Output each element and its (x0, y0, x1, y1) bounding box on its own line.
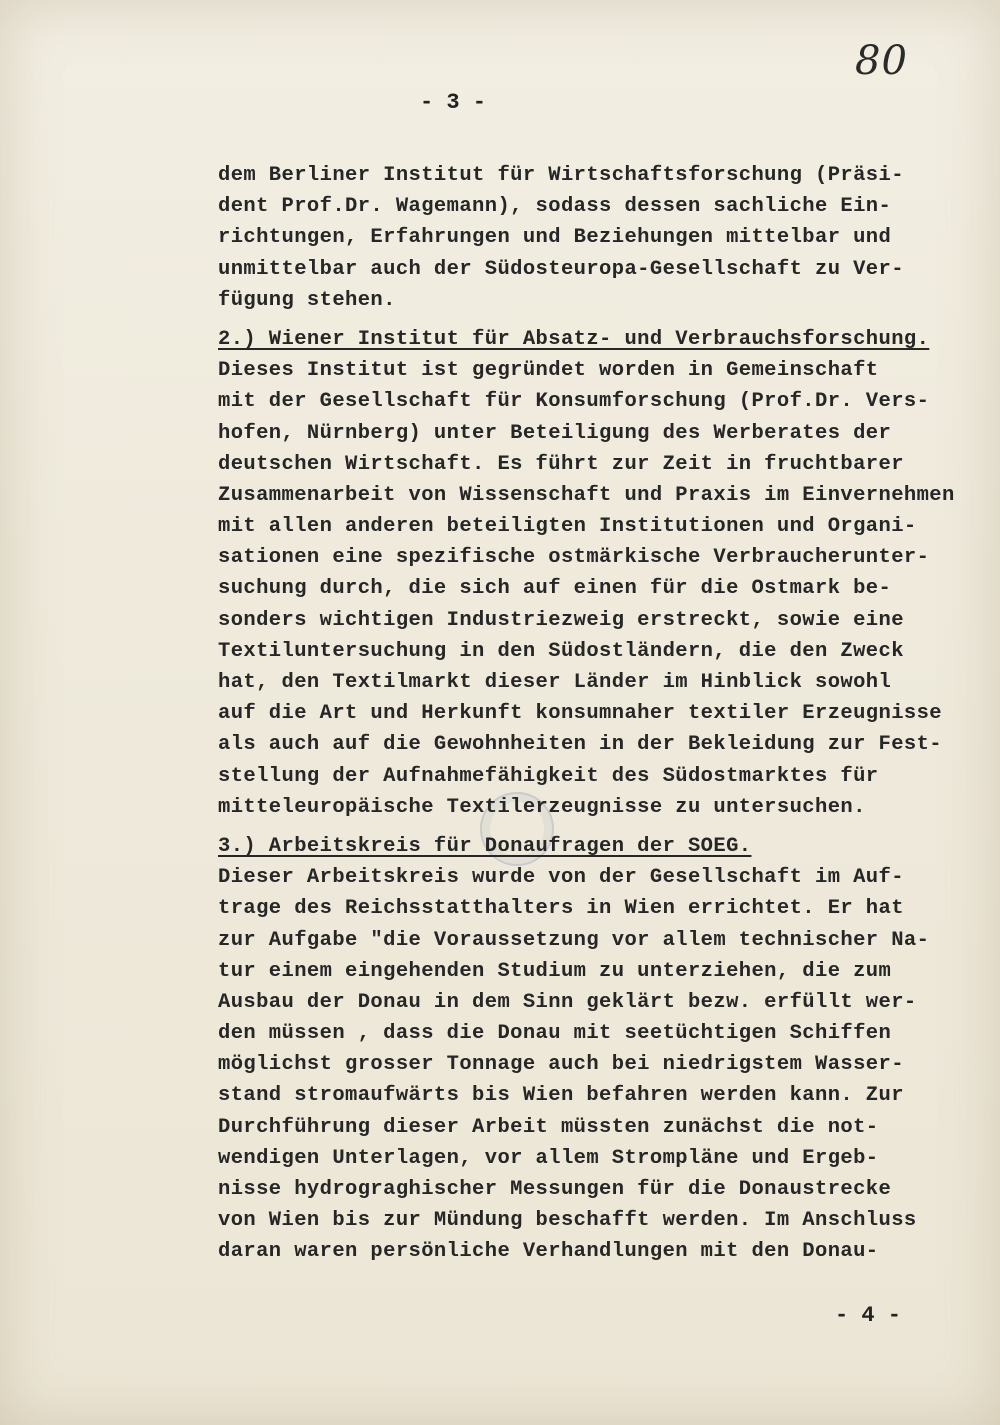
text-line: hofen, Nürnberg) unter Beteiligung des Werberates der (218, 421, 892, 445)
text-line: fügung stehen. (218, 288, 396, 312)
text-line: richtungen, Erfahrungen und Beziehungen mittelbar und (218, 226, 892, 250)
handwritten-folio-number: 80 (855, 38, 908, 84)
text-line: sationen eine spezifische ostmärkische Verbraucherunter- (218, 546, 930, 570)
text-line: zur Aufgabe "die Voraussetzung vor allem technischer Na- (218, 928, 930, 952)
text-line: tur einem eingehenden Studium zu unterziehen, die zum (218, 959, 892, 983)
section-2-heading: 2.) Wiener Institut für Absatz- und Verbrauchsforschung. (218, 327, 930, 351)
text-line: trage des Reichsstatthalters in Wien errichtet. Er hat (218, 897, 904, 921)
section-3-heading: 3.) Arbeitskreis für Donaufragen der SOEG. (218, 834, 752, 858)
text-line: als auch auf die Gewohnheiten in der Bekleidung zur Fest- (218, 733, 943, 757)
text-line: stellung der Aufnahmefähigkeit des Südostmarktes für (218, 764, 879, 788)
text-line: mit allen anderen beteiligten Institutionen und Organi- (218, 515, 917, 539)
text-line: Dieser Arbeitskreis wurde von der Gesellschaft im Auf- (218, 866, 904, 890)
section-3 (218, 831, 958, 1268)
text-line: dent Prof.Dr. Wagemann), sodass dessen sachliche Ein- (218, 195, 892, 219)
text-line: dem Berliner Institut für Wirtschaftsforschung (Präsi- (218, 164, 904, 187)
text-line: mitteleuropäische Textilerzeugnisse zu untersuchen. (218, 795, 866, 819)
text-line: möglichst grosser Tonnage auch bei niedrigstem Wasser- (218, 1053, 904, 1077)
text-line: suchung durch, die sich auf einen für die Ostmark be- (218, 577, 892, 601)
text-line: wendigen Unterlagen, vor allem Strompläne und Ergeb- (218, 1146, 879, 1170)
catchword-next-page: - 4 - (835, 1303, 902, 1328)
text-line: deutschen Wirtschaft. Es führt zur Zeit in fruchtbarer (218, 452, 904, 476)
text-line: Zusammenarbeit von Wissenschaft und Praxis im Einvernehmen (218, 483, 955, 507)
document-body (218, 160, 958, 1268)
text-line: den müssen , dass die Donau mit seetüchtigen Schiffen (218, 1022, 892, 1046)
page-number: - 3 - (420, 90, 487, 115)
text-line: unmittelbar auch der Südosteuropa-Gesellschaft zu Ver- (218, 257, 904, 281)
text-line: von Wien bis zur Mündung beschafft werden. Im Anschluss (218, 1209, 917, 1233)
text-line: Ausbau der Donau in dem Sinn geklärt bezw. erfüllt wer- (218, 990, 917, 1014)
text-line: daran waren persönliche Verhandlungen mit den Donau- (218, 1240, 879, 1264)
text-line: Textiluntersuchung in den Südostländern, die den Zweck (218, 639, 904, 663)
text-line: Durchführung dieser Arbeit müssten zunächst die not- (218, 1115, 879, 1139)
text-line: stand stromaufwärts bis Wien befahren werden kann. Zur (218, 1084, 904, 1108)
section-2 (218, 324, 958, 823)
text-line: Dieses Institut ist gegründet worden in Gemeinschaft (218, 359, 879, 383)
text-line: auf die Art und Herkunft konsumnaher textiler Erzeugnisse (218, 702, 943, 726)
text-line: mit der Gesellschaft für Konsumforschung (Prof.Dr. Vers- (218, 390, 930, 414)
intro-paragraph (218, 160, 958, 316)
text-line: nisse hydrograghischer Messungen für die Donaustrecke (218, 1178, 892, 1201)
text-line: hat, den Textilmarkt dieser Länder im Hinblick sowohl (218, 671, 892, 694)
text-line: sonders wichtigen Industriezweig erstreckt, sowie eine (218, 608, 904, 632)
